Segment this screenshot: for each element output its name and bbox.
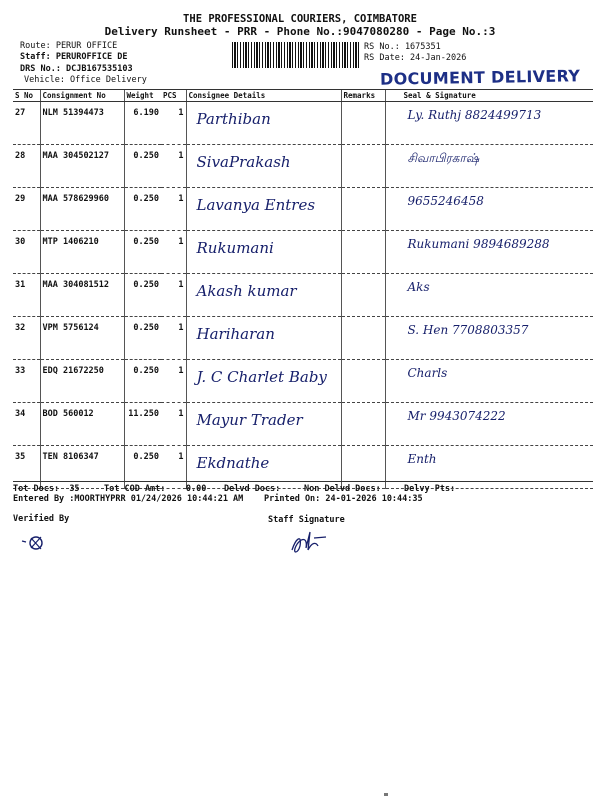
cell-weight: 0.250: [124, 188, 161, 231]
cell-sno: 32: [13, 317, 40, 360]
cell-seal-signature: [385, 403, 593, 446]
delvd-docs-label: Delvd Docs:: [224, 484, 281, 494]
verified-mark-icon: [20, 532, 50, 554]
cod-label: Tot COD Amt: 0.00: [104, 484, 207, 494]
handwritten-signature: S. Hen 7708803357: [407, 323, 529, 337]
cell-consignee: [186, 317, 341, 360]
cell-consignment-no: MAA 578629960: [40, 188, 124, 231]
col-remarks: Remarks: [341, 90, 385, 102]
cell-remarks: [341, 188, 385, 231]
cell-remarks: [341, 446, 385, 489]
consignee-handwritten-name: Hariharan: [196, 325, 275, 343]
cell-consignment-no: TEN 8106347: [40, 446, 124, 489]
cell-seal-signature: [385, 274, 593, 317]
table-row: [13, 403, 593, 446]
cell-sno: 34: [13, 403, 40, 446]
cell-consignee: [186, 360, 341, 403]
cell-seal-signature: [385, 102, 593, 145]
table-row: [13, 446, 593, 489]
cell-sno: 27: [13, 102, 40, 145]
cell-remarks: [341, 145, 385, 188]
cell-consignee: [186, 403, 341, 446]
cell-sno: 33: [13, 360, 40, 403]
table-row: [13, 188, 593, 231]
table-header-row: [13, 90, 593, 102]
table-row: [13, 231, 593, 274]
handwritten-signature: Enth: [407, 452, 437, 466]
document-delivery-stamp: DOCUMENT DELIVERY: [379, 66, 581, 89]
handwritten-signature: Charls: [407, 366, 448, 380]
rs-date: RS Date: 24-Jan-2026: [364, 53, 467, 63]
cod-value: 0.00: [185, 484, 207, 494]
printed-on: Printed On: 24-01-2026 10:44:35: [264, 494, 423, 504]
cell-weight: 0.250: [124, 446, 161, 489]
vehicle-label: Vehicle: Office Delivery: [24, 75, 147, 85]
consignee-handwritten-name: Ekdnathe: [196, 454, 270, 472]
handwritten-signature: Aks: [407, 280, 430, 294]
table-row: [13, 317, 593, 360]
footer-divider: [13, 481, 593, 482]
cell-weight: 6.190: [124, 102, 161, 145]
cell-sno: 29: [13, 188, 40, 231]
cell-pcs: 1: [161, 360, 186, 403]
table-row: [13, 102, 593, 145]
cell-pcs: 1: [161, 403, 186, 446]
cell-remarks: [341, 231, 385, 274]
cell-consignee: [186, 446, 341, 489]
runsheet-table: [13, 89, 593, 489]
cell-pcs: 1: [161, 188, 186, 231]
cell-consignee: [186, 188, 341, 231]
col-weight: Weight: [124, 90, 161, 102]
cell-consignment-no: EDQ 21672250: [40, 360, 124, 403]
cell-weight: 0.250: [124, 360, 161, 403]
consignee-handwritten-name: SivaPrakash: [196, 153, 291, 171]
cell-weight: 0.250: [124, 274, 161, 317]
handwritten-signature: Ly. Ruthj 8824499713: [407, 108, 542, 122]
consignee-handwritten-name: Parthiban: [196, 110, 271, 128]
handwritten-signature: Mr 9943074222: [407, 409, 506, 423]
consignee-handwritten-name: J. C Charlet Baby: [196, 368, 327, 386]
cell-consignee: [186, 102, 341, 145]
staff-signature-mark-icon: [288, 528, 332, 558]
cell-consignment-no: NLM 51394473: [40, 102, 124, 145]
consignee-handwritten-name: Akash kumar: [196, 282, 297, 300]
cell-sno: 31: [13, 274, 40, 317]
col-seal-signature: Seal & Signature: [385, 90, 593, 102]
table-row: [13, 145, 593, 188]
cell-seal-signature: [385, 360, 593, 403]
cell-weight: 0.250: [124, 145, 161, 188]
tot-docs-label: Tot Docs: 35: [13, 484, 80, 494]
cell-consignee: [186, 145, 341, 188]
cell-pcs: 1: [161, 231, 186, 274]
cell-pcs: 1: [161, 145, 186, 188]
cell-remarks: [341, 274, 385, 317]
non-delvd-docs-label: Non Delvd Docs:: [304, 484, 381, 494]
consignee-handwritten-name: Lavanya Entres: [196, 196, 316, 214]
company-title: THE PROFESSIONAL COURIERS, COIMBATORE: [183, 13, 417, 25]
runsheet-subtitle: Delivery Runsheet - PRR - Phone No.:9047080280 - Page No.:3: [104, 25, 496, 38]
delvy-pts-label: Delvy Pts:: [404, 484, 456, 494]
cell-sno: 30: [13, 231, 40, 274]
verified-by-label: Verified By: [13, 514, 70, 524]
cell-pcs: 1: [161, 274, 186, 317]
cell-pcs: 1: [161, 446, 186, 489]
table-row: [13, 360, 593, 403]
cell-consignee: [186, 231, 341, 274]
cell-seal-signature: [385, 188, 593, 231]
cell-seal-signature: [385, 317, 593, 360]
drs-number: DRS No.: DCJB167535103: [20, 64, 133, 74]
table-row: [13, 274, 593, 317]
cell-sno: 35: [13, 446, 40, 489]
cell-seal-signature: [385, 145, 593, 188]
cell-consignee: [186, 274, 341, 317]
col-sno: S No: [13, 90, 40, 102]
cell-remarks: [341, 317, 385, 360]
cell-weight: 0.250: [124, 231, 161, 274]
cell-consignment-no: MAA 304502127: [40, 145, 124, 188]
cell-remarks: [341, 102, 385, 145]
consignee-handwritten-name: Rukumani: [196, 239, 274, 257]
consignee-handwritten-name: Mayur Trader: [196, 411, 303, 429]
tot-docs-value: 35: [69, 484, 80, 494]
cell-consignment-no: MAA 304081512: [40, 274, 124, 317]
col-pcs: PCS: [161, 90, 186, 102]
route-label: Route: PERUR OFFICE: [20, 41, 118, 51]
cell-seal-signature: [385, 446, 593, 489]
handwritten-signature: 9655246458: [407, 194, 484, 208]
cell-consignment-no: VPM 5756124: [40, 317, 124, 360]
staff-label: Staff: PERUROFFICE DE: [20, 52, 128, 62]
barcode: [232, 42, 360, 68]
cell-weight: 11.250: [124, 403, 161, 446]
col-consignee: Consignee Details: [186, 90, 341, 102]
col-consignment: Consignment No: [40, 90, 124, 102]
scan-speck: [384, 793, 388, 796]
cell-pcs: 1: [161, 317, 186, 360]
cell-weight: 0.250: [124, 317, 161, 360]
handwritten-signature: Rukumani 9894689288: [407, 237, 550, 251]
cell-consignment-no: MTP 1406210: [40, 231, 124, 274]
entered-by: Entered By :MOORTHYPRR 01/24/2026 10:44:21 AM: [13, 494, 244, 504]
cell-sno: 28: [13, 145, 40, 188]
cell-seal-signature: [385, 231, 593, 274]
cell-pcs: 1: [161, 102, 186, 145]
handwritten-signature: சிவாபிரகாஷ்: [407, 151, 480, 165]
cell-remarks: [341, 403, 385, 446]
cell-consignment-no: BOD 560012: [40, 403, 124, 446]
rs-number: RS No.: 1675351: [364, 42, 441, 52]
staff-signature-label: Staff Signature: [268, 515, 345, 525]
cell-remarks: [341, 360, 385, 403]
